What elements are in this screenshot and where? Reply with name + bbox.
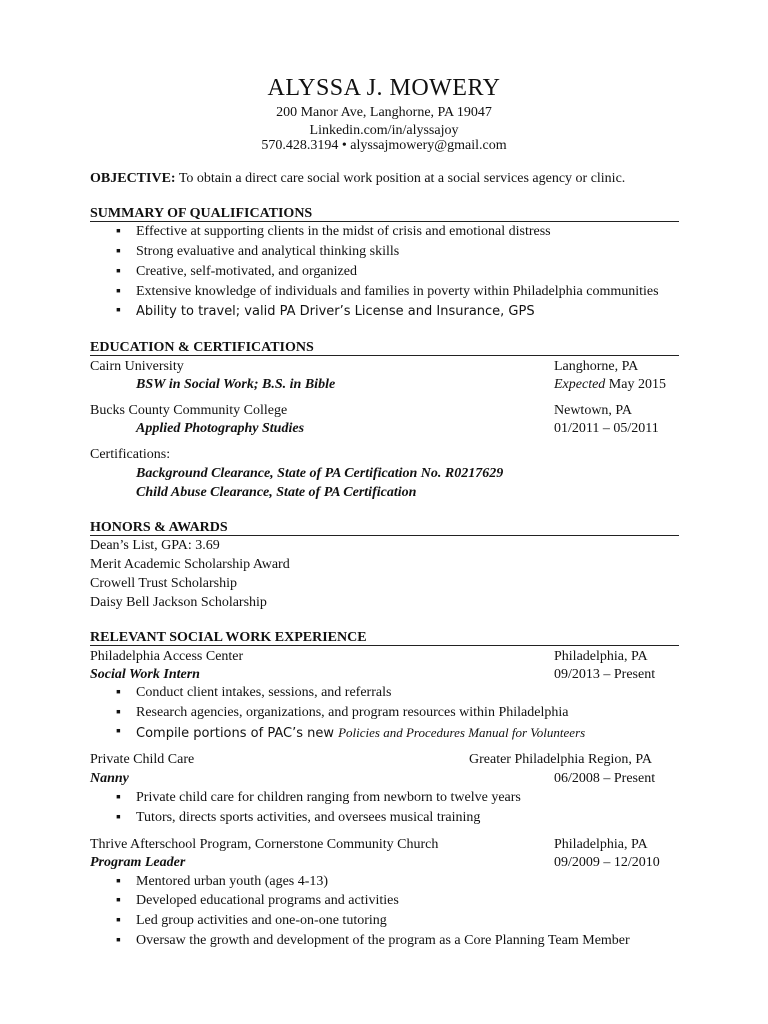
objective [90, 172, 625, 186]
school-date: 01/2011 – 05/2011 [554, 421, 659, 436]
bullet-icon: ▪ [116, 874, 121, 889]
honor-item: Daisy Bell Jackson Scholarship [90, 595, 267, 610]
phone-email: 570.428.3194 • alyssajmowery@gmail.com [261, 138, 507, 153]
bullet-icon: ▪ [116, 244, 121, 259]
school-name: Bucks County Community College [90, 403, 288, 418]
job-bullet [136, 726, 585, 741]
summary-item: Creative, self-motivated, and organized [136, 264, 357, 279]
summary-item: Strong evaluative and analytical thinking skills [136, 244, 400, 259]
school-location: Newtown, PA [554, 403, 633, 418]
bullet-icon: ▪ [116, 933, 121, 948]
job-location: Greater Philadelphia Region, PA [469, 752, 653, 767]
job-location: Philadelphia, PA [554, 649, 648, 664]
bullet-icon: ▪ [116, 913, 121, 928]
certification-item: Background Clearance, State of PA Certification No. R0217629 [136, 466, 504, 481]
job-bullet: Mentored urban youth (ages 4-13) [136, 874, 329, 889]
job-bullet: Led group activities and one-on-one tutoring [136, 913, 387, 928]
job-bullet: Developed educational programs and activities [136, 893, 399, 908]
experience-heading: RELEVANT SOCIAL WORK EXPERIENCE [90, 630, 367, 645]
summary-rule [90, 221, 679, 222]
summary-heading: SUMMARY OF QUALIFICATIONS [90, 206, 313, 221]
date-value: May 2015 [605, 377, 666, 392]
bullet-icon: ▪ [116, 284, 121, 299]
bullet-icon: ▪ [116, 790, 121, 805]
summary-item: Effective at supporting clients in the midst of crisis and emotional distress [136, 224, 551, 239]
job-dates: 06/2008 – Present [554, 771, 656, 786]
date-prefix: Expected [554, 377, 606, 392]
bullet-icon: ▪ [116, 724, 121, 739]
experience-rule [90, 645, 679, 646]
job-dates: 09/2009 – 12/2010 [554, 855, 660, 870]
job-role: Program Leader [90, 855, 186, 870]
education-heading: EDUCATION & CERTIFICATIONS [90, 340, 314, 355]
job-bullet: Oversaw the growth and development of the program as a Core Planning Team Member [136, 933, 630, 948]
job-bullet: Private child care for children ranging from newborn to twelve years [136, 790, 521, 805]
job-bullet-plain: Compile portions of PAC’s new [136, 726, 339, 741]
job-role: Nanny [90, 771, 129, 786]
job-bullet: Research agencies, organizations, and program resources within Philadelphia [136, 705, 569, 720]
education-rule [90, 355, 679, 356]
certification-item: Child Abuse Clearance, State of PA Certification [136, 485, 417, 500]
linkedin-url: Linkedin.com/in/alyssajoy [309, 123, 459, 138]
job-org: Private Child Care [90, 752, 195, 767]
degree: Applied Photography Studies [136, 421, 305, 436]
bullet-icon: ▪ [116, 705, 121, 720]
honor-item: Dean’s List, GPA: 3.69 [90, 538, 220, 553]
honor-item: Merit Academic Scholarship Award [90, 557, 290, 572]
bullet-icon: ▪ [116, 810, 121, 825]
bullet-icon: ▪ [116, 893, 121, 908]
degree: BSW in Social Work; B.S. in Bible [136, 377, 336, 392]
certifications-label: Certifications: [90, 447, 171, 462]
bullet-icon: ▪ [116, 303, 121, 318]
bullet-icon: ▪ [116, 224, 121, 239]
school-date [554, 378, 666, 392]
honor-item: Crowell Trust Scholarship [90, 576, 238, 591]
honors-rule [90, 535, 679, 536]
bullet-icon: ▪ [116, 685, 121, 700]
summary-item: Extensive knowledge of individuals and families in poverty within Philadelphia communities [136, 284, 659, 299]
school-location: Langhorne, PA [554, 359, 639, 374]
address: 200 Manor Ave, Langhorne, PA 19047 [276, 105, 492, 120]
summary-item: Ability to travel; valid PA Driver’s License and Insurance, GPS [136, 304, 535, 319]
objective-label: OBJECTIVE: [90, 171, 176, 186]
job-org: Philadelphia Access Center [90, 649, 244, 664]
manual-title: Policies and Procedures Manual for Volunteers [338, 725, 586, 740]
school-name: Cairn University [90, 359, 184, 374]
job-org: Thrive Afterschool Program, Cornerstone Community Church [90, 837, 439, 852]
job-dates: 09/2013 – Present [554, 667, 656, 682]
job-location: Philadelphia, PA [554, 837, 648, 852]
job-role: Social Work Intern [90, 667, 200, 682]
job-bullet: Conduct client intakes, sessions, and referrals [136, 685, 392, 700]
candidate-name: ALYSSA J. MOWERY [267, 75, 501, 101]
honors-heading: HONORS & AWARDS [90, 520, 228, 535]
objective-text: To obtain a direct care social work position at a social services agency or clinic. [175, 171, 626, 186]
job-bullet: Tutors, directs sports activities, and oversees musical training [136, 810, 481, 825]
bullet-icon: ▪ [116, 264, 121, 279]
